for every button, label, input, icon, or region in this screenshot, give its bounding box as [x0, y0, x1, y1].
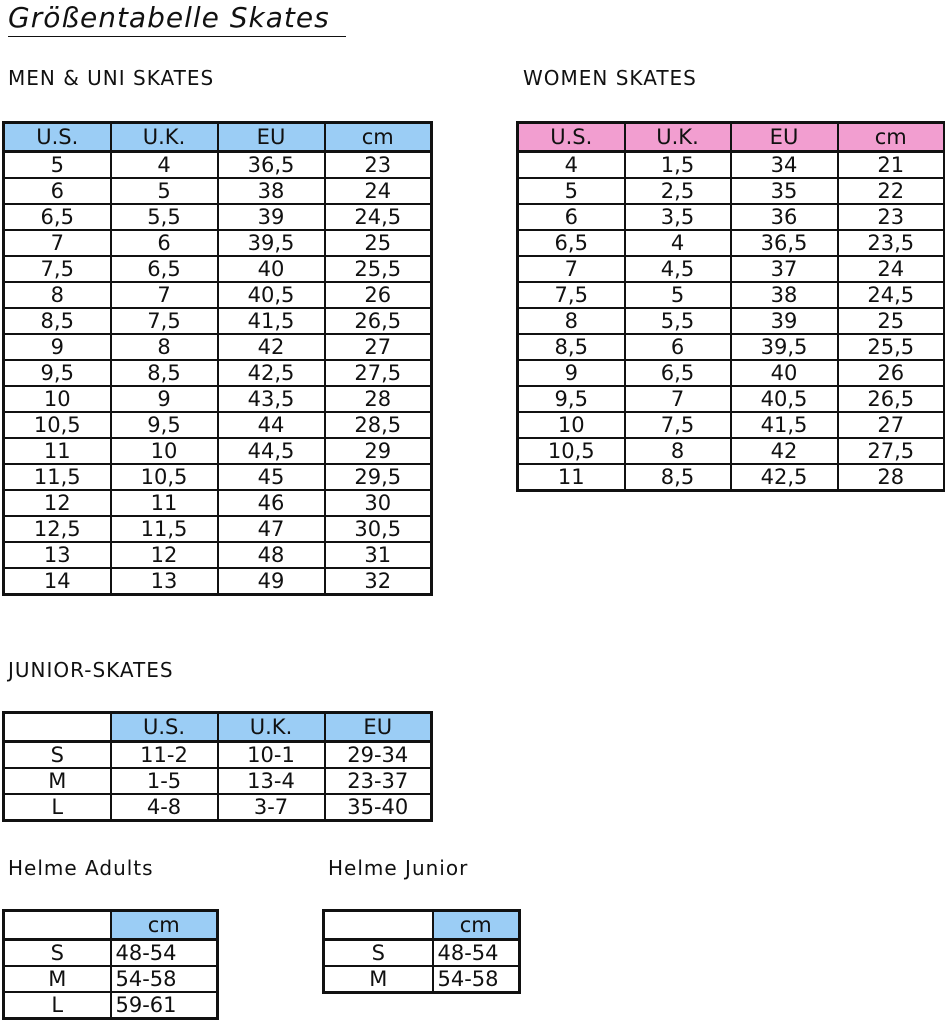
- table-cell: 9: [518, 360, 625, 386]
- table-row: [4, 308, 432, 334]
- table-cell: S: [4, 940, 111, 967]
- table-cell: 27: [325, 334, 432, 360]
- table-cell: 13-4: [218, 768, 325, 794]
- table-cell: 32: [325, 568, 432, 595]
- table-cell: 13: [4, 542, 111, 568]
- table-cell: M: [4, 768, 111, 794]
- table-cell: 8,5: [518, 334, 625, 360]
- table-cell: 10: [518, 412, 625, 438]
- table-cell: 35: [731, 178, 838, 204]
- table-cell: 12,5: [4, 516, 111, 542]
- table-row: [4, 940, 218, 967]
- table-row: [4, 386, 432, 412]
- table-cell: 10,5: [4, 412, 111, 438]
- table-cell: 28: [325, 386, 432, 412]
- table-cell: 42: [731, 438, 838, 464]
- helme-adults-heading: Helme Adults: [8, 856, 154, 880]
- table-cell: 11,5: [111, 516, 218, 542]
- table-cell: 39: [218, 204, 325, 230]
- table-cell: 10: [4, 386, 111, 412]
- table-row: [518, 256, 945, 282]
- table-cell: 48-54: [433, 940, 520, 967]
- table-cell: 6: [625, 334, 731, 360]
- column-header: [4, 911, 111, 940]
- column-header: U.S.: [4, 123, 111, 152]
- table-row: [324, 966, 520, 993]
- table-row: [518, 204, 945, 230]
- helme-adults-size-table: [2, 909, 219, 1020]
- table-row: [518, 230, 945, 256]
- table-cell: 4: [518, 152, 625, 179]
- column-header: [4, 713, 111, 742]
- table-cell: 3-7: [218, 794, 325, 821]
- column-header: EU: [218, 123, 325, 152]
- table-cell: 9,5: [111, 412, 218, 438]
- table-cell: 22: [838, 178, 945, 204]
- table-cell: 26: [325, 282, 432, 308]
- table-cell: 40: [731, 360, 838, 386]
- table-cell: 35-40: [325, 794, 432, 821]
- table-cell: 46: [218, 490, 325, 516]
- table-row: [4, 568, 432, 595]
- table-cell: 23,5: [838, 230, 945, 256]
- table-cell: 7,5: [625, 412, 731, 438]
- table-row: [4, 412, 432, 438]
- table-cell: 8: [625, 438, 731, 464]
- table-cell: 7,5: [518, 282, 625, 308]
- table-cell: 5,5: [111, 204, 218, 230]
- table-cell: 6: [518, 204, 625, 230]
- table-cell: 40: [218, 256, 325, 282]
- table-cell: 39,5: [731, 334, 838, 360]
- table-cell: L: [4, 992, 111, 1019]
- helme-junior-heading: Helme Junior: [328, 856, 469, 880]
- table-row: [4, 768, 432, 794]
- table-cell: 21: [838, 152, 945, 179]
- table-cell: 48: [218, 542, 325, 568]
- table-cell: 25,5: [838, 334, 945, 360]
- table-row: [4, 178, 432, 204]
- table-cell: 41,5: [731, 412, 838, 438]
- table-row: [4, 360, 432, 386]
- table-cell: 30: [325, 490, 432, 516]
- header-row: [4, 123, 432, 152]
- table-cell: 5: [625, 282, 731, 308]
- table-cell: 29-34: [325, 742, 432, 769]
- table-cell: 36,5: [731, 230, 838, 256]
- table-row: [518, 412, 945, 438]
- table-cell: 25,5: [325, 256, 432, 282]
- header-row: [518, 123, 945, 152]
- men-size-table: [2, 121, 433, 596]
- table-cell: 7,5: [4, 256, 111, 282]
- table-cell: 5: [111, 178, 218, 204]
- table-cell: 9,5: [4, 360, 111, 386]
- table-cell: 38: [218, 178, 325, 204]
- table-row: [4, 152, 432, 179]
- table-cell: 10,5: [111, 464, 218, 490]
- junior-heading: JUNIOR-SKATES: [8, 658, 174, 682]
- header-row: [324, 911, 520, 940]
- table-row: [4, 334, 432, 360]
- table-row: [4, 742, 432, 769]
- table-row: [4, 542, 432, 568]
- table-cell: 4,5: [625, 256, 731, 282]
- table-cell: 14: [4, 568, 111, 595]
- column-header: U.K.: [111, 123, 218, 152]
- table-cell: 11: [518, 464, 625, 491]
- table-cell: 42,5: [218, 360, 325, 386]
- column-header: cm: [111, 911, 218, 940]
- table-cell: 1,5: [625, 152, 731, 179]
- table-row: [518, 334, 945, 360]
- table-cell: 25: [325, 230, 432, 256]
- table-cell: 49: [218, 568, 325, 595]
- table-cell: 7: [111, 282, 218, 308]
- table-row: [4, 490, 432, 516]
- table-cell: 25: [838, 308, 945, 334]
- junior-size-table: [2, 711, 433, 822]
- table-cell: 10,5: [518, 438, 625, 464]
- table-cell: 11: [111, 490, 218, 516]
- women-size-table: [516, 121, 945, 492]
- table-cell: 54-58: [111, 966, 218, 992]
- column-header: U.K.: [218, 713, 325, 742]
- table-cell: 9,5: [518, 386, 625, 412]
- table-cell: 29: [325, 438, 432, 464]
- table-cell: 30,5: [325, 516, 432, 542]
- table-cell: 4: [625, 230, 731, 256]
- table-cell: 28: [838, 464, 945, 491]
- table-cell: 26,5: [838, 386, 945, 412]
- table-cell: 6: [111, 230, 218, 256]
- table-cell: 31: [325, 542, 432, 568]
- table-cell: 8,5: [625, 464, 731, 491]
- table-cell: 8,5: [4, 308, 111, 334]
- table-row: [518, 178, 945, 204]
- table-cell: 29,5: [325, 464, 432, 490]
- table-cell: 42,5: [731, 464, 838, 491]
- men-heading: MEN & UNI SKATES: [8, 66, 215, 90]
- table-cell: 28,5: [325, 412, 432, 438]
- column-header: EU: [325, 713, 432, 742]
- table-row: [518, 464, 945, 491]
- table-cell: 11: [4, 438, 111, 464]
- table-cell: 6,5: [518, 230, 625, 256]
- column-header: U.K.: [625, 123, 731, 152]
- table-row: [518, 282, 945, 308]
- table-cell: 24,5: [838, 282, 945, 308]
- table-row: [518, 386, 945, 412]
- table-cell: 8: [518, 308, 625, 334]
- table-row: [4, 256, 432, 282]
- table-cell: 27,5: [325, 360, 432, 386]
- column-header: cm: [433, 911, 520, 940]
- table-cell: M: [324, 966, 433, 993]
- table-cell: 9: [111, 386, 218, 412]
- table-cell: 5: [4, 152, 111, 179]
- table-cell: 44: [218, 412, 325, 438]
- table-cell: S: [324, 940, 433, 967]
- table-row: [4, 282, 432, 308]
- table-cell: 23-37: [325, 768, 432, 794]
- table-cell: 6,5: [4, 204, 111, 230]
- table-cell: 5: [518, 178, 625, 204]
- column-header: EU: [731, 123, 838, 152]
- column-header: cm: [325, 123, 432, 152]
- table-cell: 6: [4, 178, 111, 204]
- table-row: [324, 940, 520, 967]
- table-cell: 12: [111, 542, 218, 568]
- column-header: U.S.: [111, 713, 218, 742]
- table-cell: S: [4, 742, 111, 769]
- table-row: [518, 438, 945, 464]
- table-row: [4, 204, 432, 230]
- table-cell: 23: [838, 204, 945, 230]
- table-cell: 8,5: [111, 360, 218, 386]
- table-cell: 27: [838, 412, 945, 438]
- table-cell: 24: [325, 178, 432, 204]
- table-cell: 11,5: [4, 464, 111, 490]
- table-cell: 27,5: [838, 438, 945, 464]
- women-heading: WOMEN SKATES: [523, 66, 697, 90]
- table-cell: 10-1: [218, 742, 325, 769]
- table-row: [4, 438, 432, 464]
- table-cell: 59-61: [111, 992, 218, 1019]
- table-cell: 24: [838, 256, 945, 282]
- table-row: [4, 992, 218, 1019]
- table-cell: 10: [111, 438, 218, 464]
- table-cell: 7: [4, 230, 111, 256]
- table-cell: 37: [731, 256, 838, 282]
- table-cell: 48-54: [111, 940, 218, 967]
- table-row: [518, 152, 945, 179]
- table-cell: 5,5: [625, 308, 731, 334]
- helme-junior-size-table: [322, 909, 521, 994]
- table-cell: 40,5: [731, 386, 838, 412]
- table-cell: 41,5: [218, 308, 325, 334]
- table-cell: 4-8: [111, 794, 218, 821]
- table-cell: 38: [731, 282, 838, 308]
- table-cell: 26: [838, 360, 945, 386]
- table-row: [518, 360, 945, 386]
- table-row: [4, 794, 432, 821]
- table-cell: 7,5: [111, 308, 218, 334]
- table-cell: 47: [218, 516, 325, 542]
- table-cell: 8: [111, 334, 218, 360]
- table-cell: 45: [218, 464, 325, 490]
- table-cell: 12: [4, 490, 111, 516]
- table-cell: 26,5: [325, 308, 432, 334]
- table-cell: 36: [731, 204, 838, 230]
- table-cell: 40,5: [218, 282, 325, 308]
- table-cell: 39,5: [218, 230, 325, 256]
- table-row: [4, 230, 432, 256]
- column-header: [324, 911, 433, 940]
- table-cell: 11-2: [111, 742, 218, 769]
- table-cell: 39: [731, 308, 838, 334]
- table-cell: 24,5: [325, 204, 432, 230]
- header-row: [4, 911, 218, 940]
- column-header: U.S.: [518, 123, 625, 152]
- table-cell: 44,5: [218, 438, 325, 464]
- table-cell: 1-5: [111, 768, 218, 794]
- table-cell: 36,5: [218, 152, 325, 179]
- table-cell: 54-58: [433, 966, 520, 993]
- table-row: [4, 464, 432, 490]
- table-cell: 3,5: [625, 204, 731, 230]
- table-row: [4, 966, 218, 992]
- column-header: cm: [838, 123, 945, 152]
- table-cell: 13: [111, 568, 218, 595]
- table-cell: 7: [625, 386, 731, 412]
- table-cell: M: [4, 966, 111, 992]
- table-cell: 6,5: [625, 360, 731, 386]
- table-row: [518, 308, 945, 334]
- table-cell: 9: [4, 334, 111, 360]
- table-cell: 8: [4, 282, 111, 308]
- table-cell: 6,5: [111, 256, 218, 282]
- header-row: [4, 713, 432, 742]
- page-title: Größentabelle Skates: [8, 0, 346, 37]
- table-cell: L: [4, 794, 111, 821]
- table-cell: 34: [731, 152, 838, 179]
- table-cell: 43,5: [218, 386, 325, 412]
- table-cell: 4: [111, 152, 218, 179]
- table-cell: 7: [518, 256, 625, 282]
- table-cell: 42: [218, 334, 325, 360]
- table-cell: 2,5: [625, 178, 731, 204]
- table-cell: 23: [325, 152, 432, 179]
- table-row: [4, 516, 432, 542]
